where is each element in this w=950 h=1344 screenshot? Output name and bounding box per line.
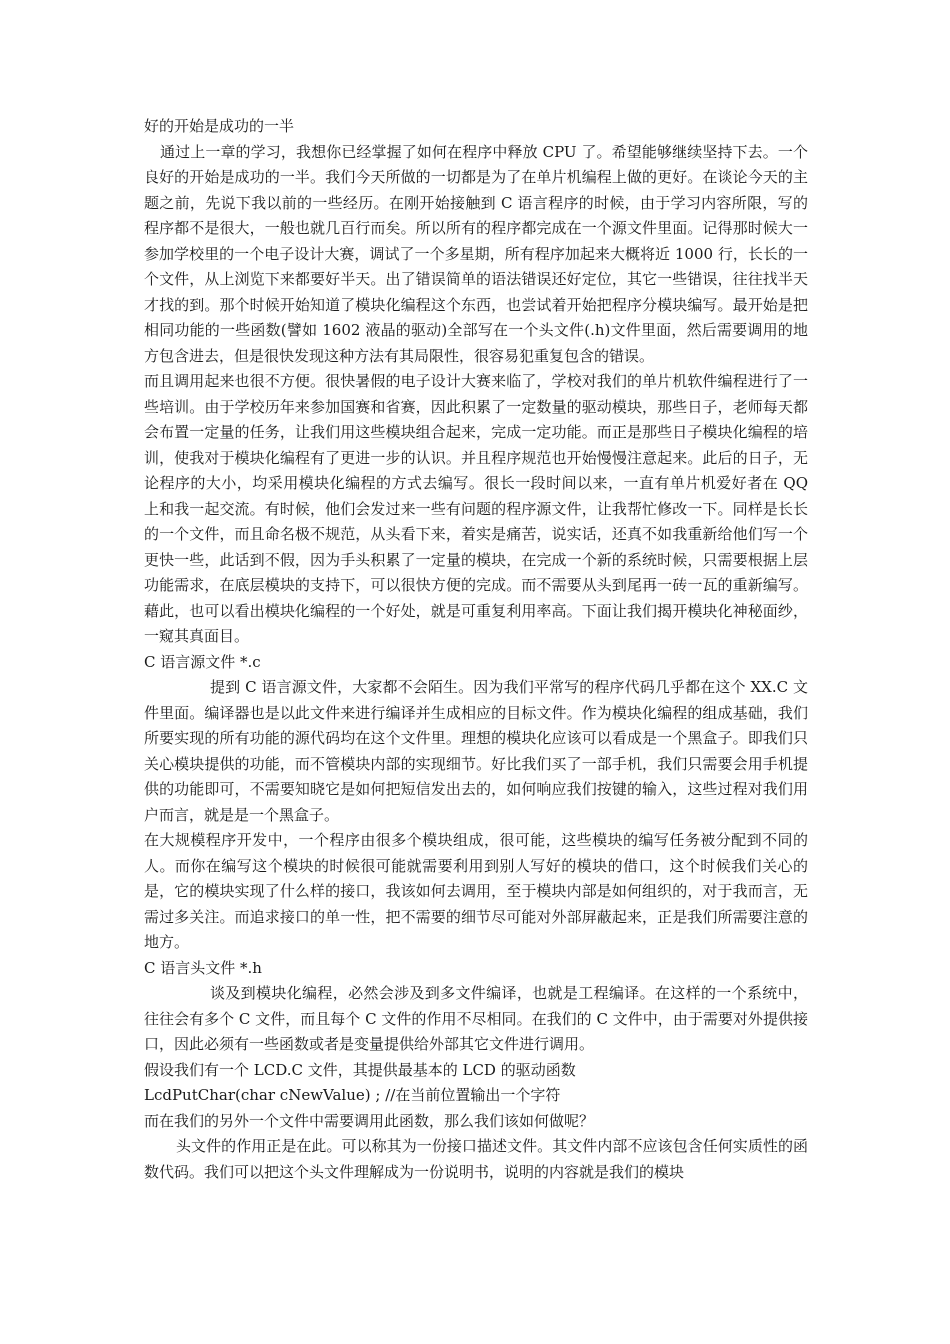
document-page — [144, 114, 808, 1185]
paragraph-c-source: 提到 C 语言源文件，大家都不会陌生。因为我们平常写的程序代码几乎都在这个 XX.C 文件里面。编译器也是以此文件来进行编译并生成相应的目标文件。作为模块化编程的组成基础，我们所要实现的所有功能的源代码均在这个文件里。理想的模块化应该可以看成是一个黑盒子。即我们只关心模块提供的功能，而不管模块内部的实现细节。好比我们买了一部手机，我们只需要会用手机提供的功能即可，不需要知晓它是如何把短信发出去的，如何响应我们按键的输入，这些过程对我们用户而言，就是是一个黑盒子。 — [144, 678, 808, 824]
section-heading-c-source: C 语言源文件 *.c — [144, 652, 261, 671]
paragraph-training: 而且调用起来也很不方便。很快暑假的电子设计大赛来临了，学校对我们的单片机软件编程进行了一些培训。由于学校历年来参加国赛和省赛，因此积累了一定数量的驱动模块，那些日子，老师每天都会布置一定量的任务，让我们用这些模块组合起来，完成一定功能。而正是那些日子模块化编程的培训，使我对于模块化编程有了更进一步的认识。并且程序规范也开始慢慢注意起来。此后的日子，无论程序的大小，均采用模块化编程的方式去编写。很长一段时间以来，一直有单片机爱好者在 QQ 上和我一起交流。有时候，他们会发过来一些有问题的程序源文件，让我帮忙修改一下。同样是长长的一个文件，而且命名极不规范，从头看下来，着实是痛苦，说实话，还真不如我重新给他们写一个更快一些，此话到不假，因为手头积累了一定量的模块，在完成一个新的系统时候，只需要根据上层功能需求，在底层模块的支持下，可以很快方便的完成。而不需要从头到尾再一砖一瓦的重新编写。藉此，也可以看出模块化编程的一个好处，就是可重复利用率高。下面让我们揭开模块化神秘面纱，一窥其真面目。 — [144, 372, 808, 645]
code-line-lcdputchar: LcdPutChar(char cNewValue) ; //在当前位置输出一个字符 — [144, 1086, 561, 1104]
document-title: 好的开始是成功的一半 — [144, 117, 295, 135]
paragraph-lcd-example: 假设我们有一个 LCD.C 文件，其提供最基本的 LCD 的驱动函数 — [144, 1060, 576, 1079]
paragraph-large-programs: 在大规模程序开发中，一个程序由很多个模块组成，很可能，这些模块的编写任务被分配到不同的人。而你在编写这个模块的时候很可能就需要利用到别人写好的模块的借口，这个时候我们关心的是，它的模块实现了什么样的接口，我该如何去调用，至于模块内部是如何组织的，对于我而言，无需过多关注。而追求接口的单一性，把不需要的细节尽可能对外部屏蔽起来，正是我们所需要注意的地方。 — [144, 831, 808, 951]
paragraph-header-purpose: 头文件的作用正是在此。可以称其为一份接口描述文件。其文件内部不应该包含任何实质性的函数代码。我们可以把这个头文件理解成为一份说明书，说明的内容就是我们的模块 — [144, 1137, 808, 1181]
section-heading-c-header: C 语言头文件 *.h — [144, 958, 262, 977]
paragraph-question: 而在我们的另外一个文件中需要调用此函数，那么我们该如何做呢？ — [144, 1111, 595, 1130]
paragraph-intro: 通过上一章的学习，我想你已经掌握了如何在程序中释放 CPU 了。希望能够继续坚持下去。一个良好的开始是成功的一半。我们今天所做的一切都是为了在单片机编程上做的更好。在谈论今天的主题之前，先说下我以前的一些经历。在刚开始接触到 C 语言程序的时候，由于学习内容所限，写的程序都不是很大，一般也就几百行而矣。所以所有的程序都完成在一个源文件里面。记得那时候大一参加学校里的一个电子设计大赛，调试了一个多星期，所有程序加起来大概将近 1000 行，长长的一个文件，从上浏览下来都要好半天。出了错误简单的语法错误还好定位，其它一些错误，往往找半天才找的到。那个时候开始知道了模块化编程这个东西，也尝试着开始把程序分模块编写。最开始是把相同功能的一些函数(譬如 1602 液晶的驱动)全部写在一个头文件(.h)文件里面，然后需要调用的地方包含进去，但是很快发现这种方法有其局限性，很容易犯重复包含的错误。 — [144, 142, 808, 365]
paragraph-c-header: 谈及到模块化编程，必然会涉及到多文件编译，也就是工程编译。在这样的一个系统中，往往会有多个 C 文件，而且每个 C 文件的作用不尽相同。在我们的 C 文件中，由于需要对外提供接口，因此必须有一些函数或者是变量提供给外部其它文件进行调用。 — [144, 984, 808, 1053]
